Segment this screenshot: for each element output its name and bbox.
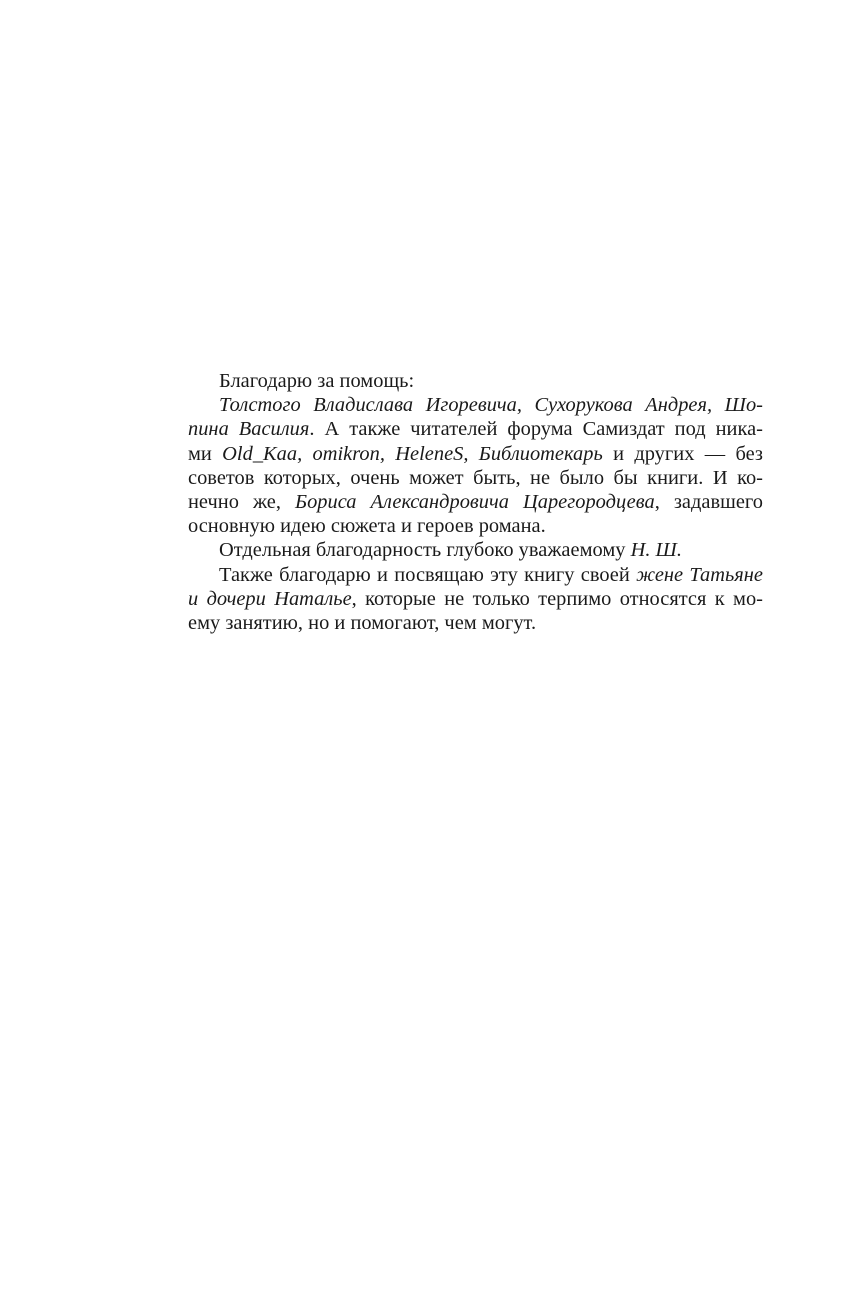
forum-nicknames: Old_Kaa, omikron, HeleneS, Библиотекарь (222, 442, 603, 465)
para1-line4 (188, 466, 763, 490)
para1-line3 (188, 442, 763, 466)
para1-line1 (188, 393, 763, 417)
para1-line6 (188, 514, 763, 538)
para2-line1 (188, 538, 763, 562)
helpers-names-cont: пина Василия (188, 418, 310, 441)
para1-line3-start: ми (188, 442, 223, 465)
para1-line5 (188, 490, 763, 514)
para3-line3-text: ему занятию, но и помогают, чем могут. (188, 611, 537, 634)
para3-line3 (188, 611, 763, 635)
acknowledgments-text (188, 369, 763, 635)
para3-line2 (188, 587, 763, 611)
para3-line2-text: , которые не только терпимо относятся к мо- (351, 587, 763, 610)
para1-line6-text: основную идею сюжета и героев романа. (188, 515, 546, 538)
para1-line2-text: . А также читателей форума Самиздат под ника- (309, 418, 763, 441)
helpers-names: Толстого Владислава Игоревича, Сухорукова Андрея, Шо- (219, 394, 763, 417)
daughter-name: и дочери Наталье (188, 587, 352, 610)
para1-line3-end: и других — без (602, 442, 763, 465)
para3-line1-text: Также благодарю и посвящаю эту книгу своей (219, 563, 637, 586)
para1-line2 (188, 417, 763, 441)
idea-author-name: Бориса Александровича Царегородцева (295, 490, 655, 513)
para3-line1 (188, 563, 763, 587)
para2-text: Отдельная благодарность глубоко уважаемому (219, 539, 631, 562)
respected-initials: Н. Ш. (630, 539, 682, 562)
wife-name: жене Татьяне (636, 563, 763, 586)
para1-line4-text: советов которых, очень может быть, не было бы книги. И ко- (188, 466, 763, 489)
para1-line5-end: , задавшего (654, 490, 763, 513)
para1-line5-start: нечно же, (188, 490, 296, 513)
acknowledgments-heading (188, 369, 763, 393)
heading-text: Благодарю за помощь: (219, 370, 415, 392)
